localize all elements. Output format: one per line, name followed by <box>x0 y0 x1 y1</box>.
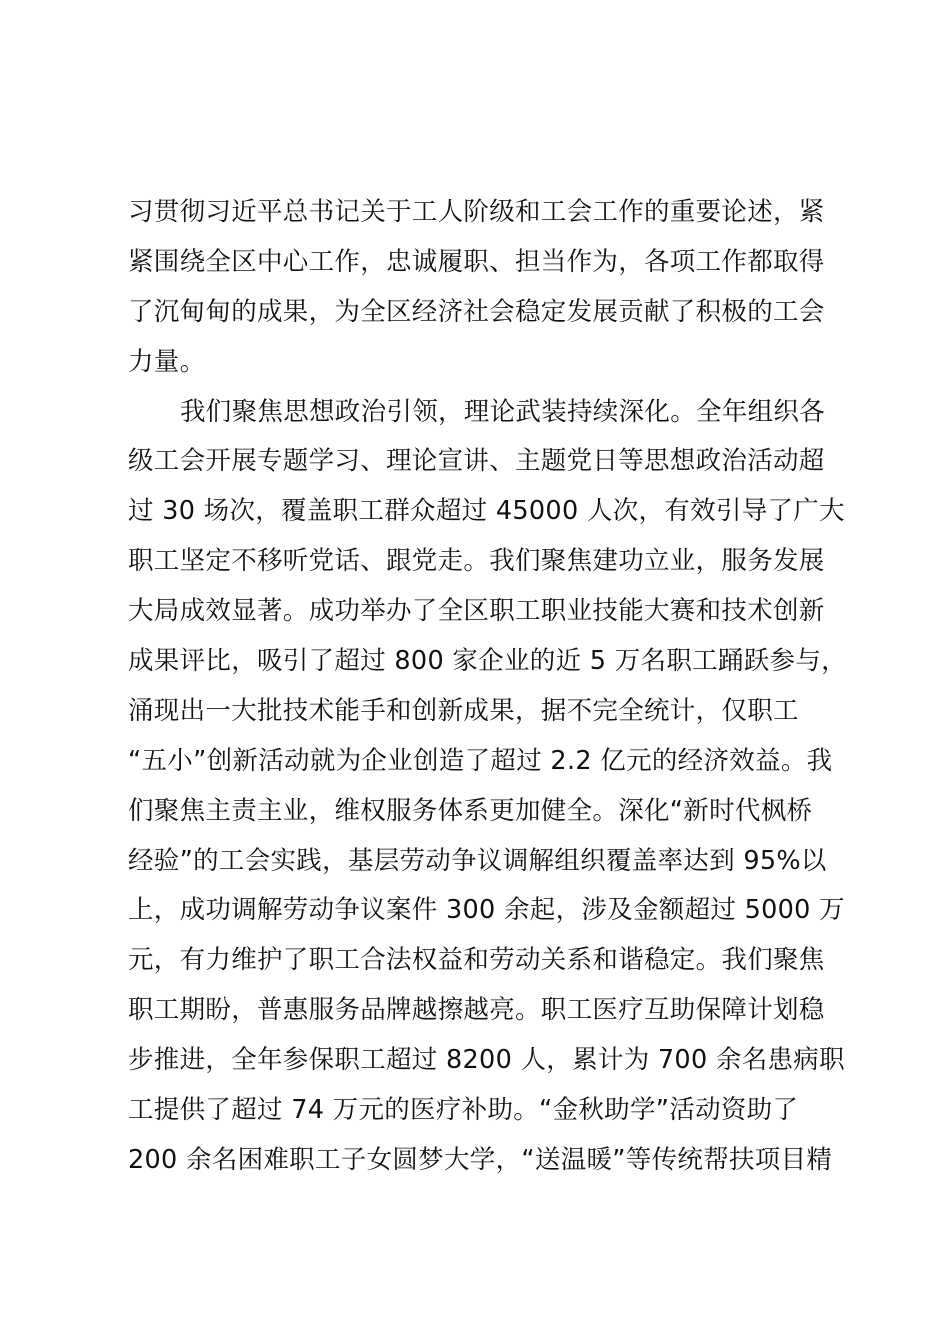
text-line: 涌现出一大批技术能手和创新成果，据不完全统计，仅职工 <box>128 695 799 726</box>
text-line: 过 30 场次，覆盖职工群众超过 45000 人次，有效引导了广大 <box>128 496 845 527</box>
text-line: 元，有力维护了职工合法权益和劳动关系和谐稳定。我们聚焦 <box>128 945 825 976</box>
text-line: 们聚焦主责主业，维权服务体系更加健全。深化“新时代枫桥 <box>128 795 813 826</box>
text-line: 紧围绕全区中心工作，忠诚履职、担当作为，各项工作都取得 <box>128 246 825 277</box>
text-line: 我们聚焦思想政治引领，理论武装持续深化。全年组织各 <box>180 396 826 427</box>
text-line: 职工期盼，普惠服务品牌越擦越亮。职工医疗互助保障计划稳 <box>128 995 825 1026</box>
text-line: 工提供了超过 74 万元的医疗补助。“金秋助学”活动资助了 <box>128 1095 799 1126</box>
text-line: 200 余名困难职工子女圆梦大学，“送温暖”等传统帮扶项目精 <box>128 1144 833 1175</box>
text-line: 了沉甸甸的成果，为全区经济社会稳定发展贡献了积极的工会 <box>128 296 825 327</box>
document-page <box>128 188 848 1186</box>
paragraph-2 <box>128 388 848 1186</box>
text-line: 力量。 <box>128 346 206 377</box>
paragraph-1 <box>128 188 848 388</box>
text-line: 步推进，全年参保职工超过 8200 人，累计为 700 余名患病职 <box>128 1045 845 1076</box>
text-line: 习贯彻习近平总书记关于工人阶级和工会工作的重要论述，紧 <box>128 197 825 227</box>
text-line: 大局成效显著。成功举办了全区职工职业技能大赛和技术创新 <box>128 596 825 627</box>
text-line: 级工会开展专题学习、理论宣讲、主题党日等思想政治活动超 <box>128 446 825 477</box>
text-line: 上，成功调解劳动争议案件 300 余起，涉及金额超过 5000 万 <box>128 895 845 926</box>
text-line: 成果评比，吸引了超过 800 家企业的近 5 万名职工踊跃参与， <box>128 646 847 677</box>
text-line: 职工坚定不移听党话、跟党走。我们聚焦建功立业，服务发展 <box>128 546 825 577</box>
text-line: 经验”的工会实践，基层劳动争议调解组织覆盖率达到 95%以 <box>128 845 827 876</box>
text-line: “五小”创新活动就为企业创造了超过 2.2 亿元的经济效益。我 <box>128 745 833 776</box>
